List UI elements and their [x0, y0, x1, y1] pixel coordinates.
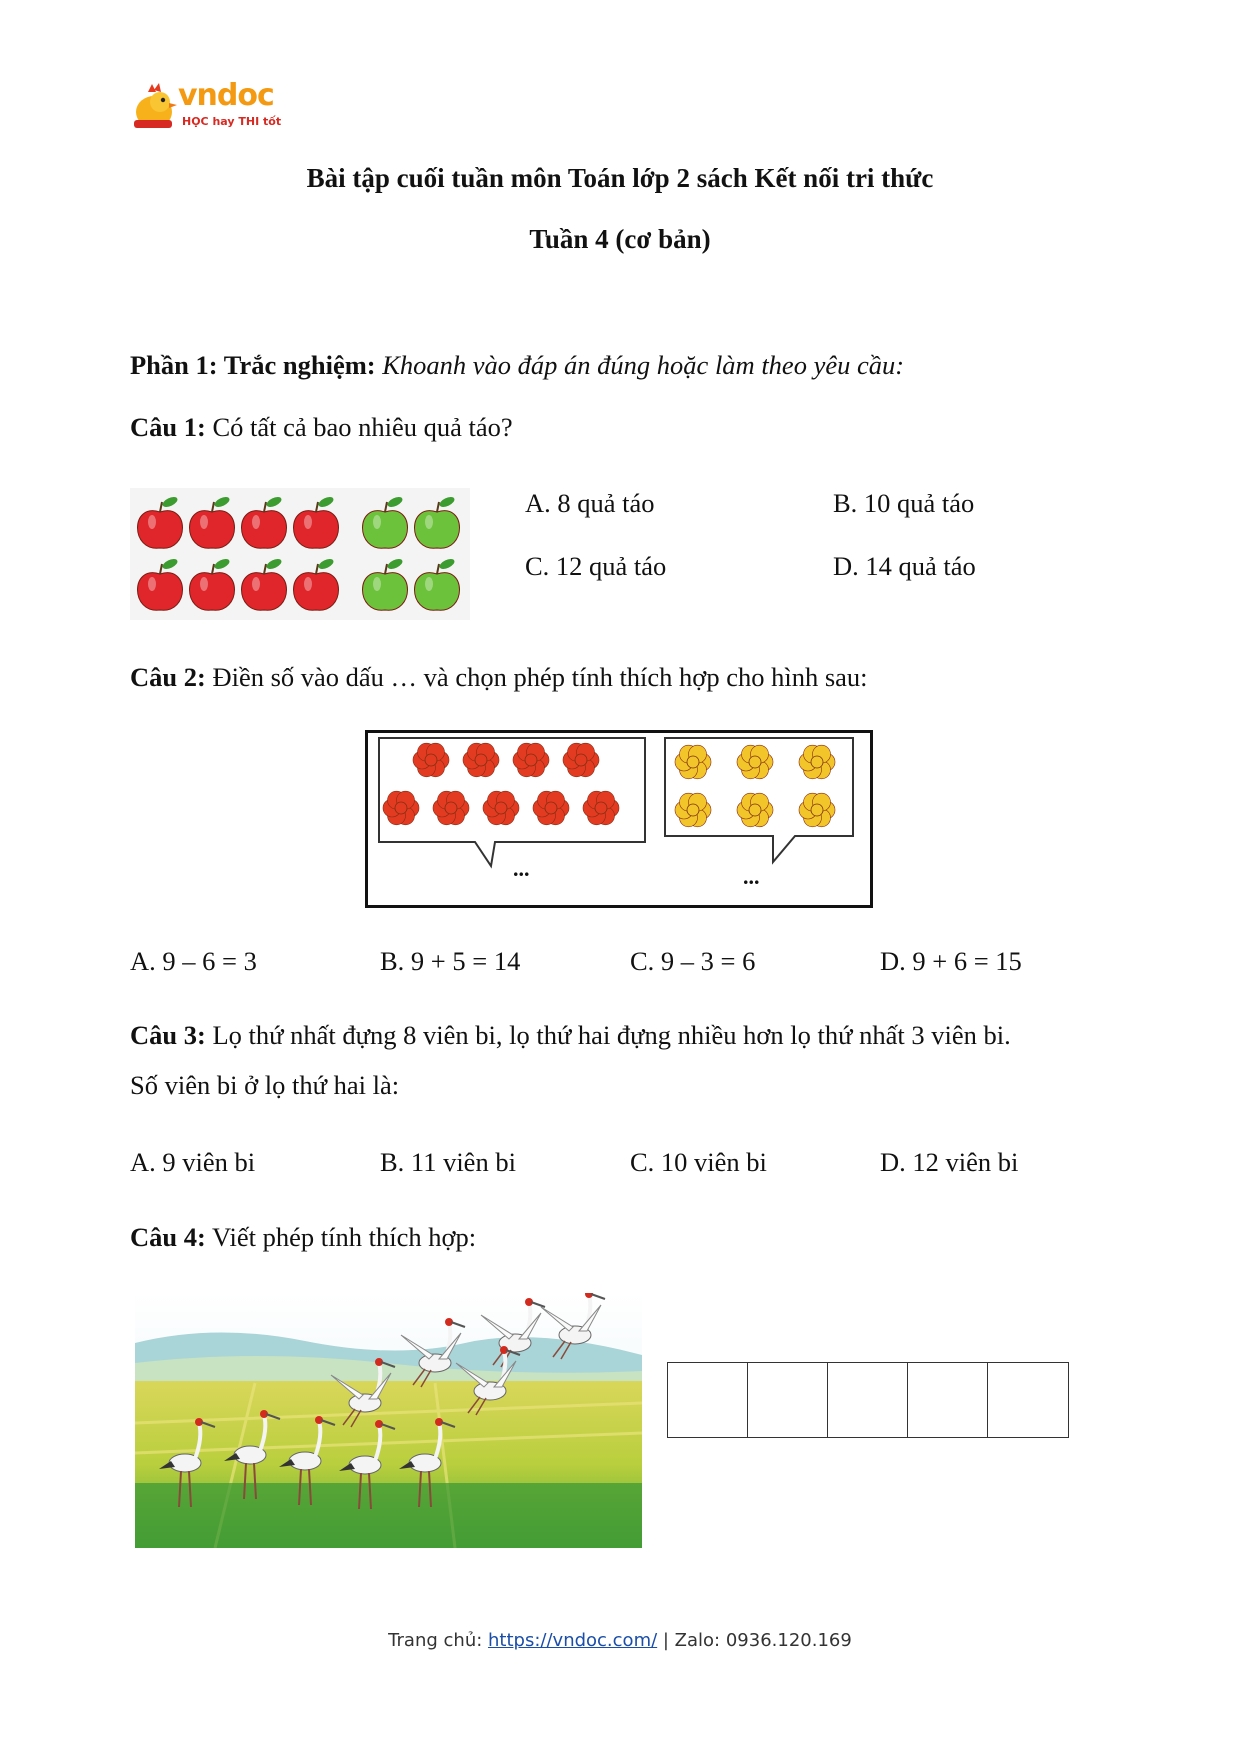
q3-option-d[interactable]: D. 12 viên bi: [880, 1147, 1019, 1177]
yellow-flower-icon: [675, 793, 711, 827]
yellow-flower-icon: [675, 745, 711, 779]
logo-brand: vndoc: [178, 78, 274, 113]
answer-box[interactable]: [668, 1363, 748, 1437]
q2-text: Điền số vào dấu … và chọn phép tính thích hợp cho hình sau:: [212, 662, 868, 692]
cranes-illustration: [135, 1293, 642, 1548]
red-flower-icon: [483, 791, 519, 825]
part1-heading: [130, 350, 904, 381]
logo: [130, 78, 290, 134]
q3-option-a[interactable]: A. 9 viên bi: [130, 1147, 256, 1177]
red-flower-icon: [413, 743, 449, 777]
red-flower-icon: [433, 791, 469, 825]
answer-boxes: [667, 1362, 1069, 1438]
q2-option-a[interactable]: A. 9 – 6 = 3: [130, 946, 257, 976]
logo-tagline: HỌC hay THI tốt: [182, 115, 282, 128]
yellow-flower-icon: [737, 745, 773, 779]
page-subtitle: Tuần 4 (cơ bản): [529, 224, 711, 254]
red-flower-icon: [583, 791, 619, 825]
q2-blank-left: ...: [513, 856, 530, 881]
red-flower-icon: [513, 743, 549, 777]
q3-option-c[interactable]: C. 10 viên bi: [630, 1147, 767, 1177]
q4-text: Viết phép tính thích hợp:: [211, 1222, 477, 1252]
q1-label: Câu 1:: [130, 412, 206, 442]
footer-suffix: | Zalo: 0936.120.169: [657, 1630, 852, 1651]
red-flower-icon: [463, 743, 499, 777]
chick-mascot-icon: [130, 82, 180, 132]
red-flower-icon: [563, 743, 599, 777]
q2-label: Câu 2:: [130, 662, 206, 692]
q3-option-b[interactable]: B. 11 viên bi: [380, 1147, 516, 1177]
question-4: [130, 1222, 476, 1253]
yellow-flower-icon: [799, 793, 835, 827]
q2-option-c[interactable]: C. 9 – 3 = 6: [630, 946, 756, 976]
q3-text: Lọ thứ nhất đựng 8 viên bi, lọ thứ hai đựng nhiều hơn lọ thứ nhất 3 viên bi.: [212, 1020, 1011, 1050]
red-flower-icon: [533, 791, 569, 825]
page-footer: [0, 1630, 1240, 1651]
part1-label: Phần 1: Trắc nghiệm:: [130, 350, 376, 380]
yellow-flower-icon: [737, 793, 773, 827]
q2-option-d[interactable]: D. 9 + 6 = 15: [880, 946, 1022, 976]
footer-link[interactable]: https://vndoc.com/: [488, 1630, 658, 1651]
q2-option-b[interactable]: B. 9 + 5 = 14: [380, 946, 521, 976]
q1-option-b[interactable]: B. 10 quả táo: [833, 488, 975, 518]
red-flower-icon: [383, 791, 419, 825]
question-2: [130, 662, 868, 693]
q1-option-c[interactable]: C. 12 quả táo: [525, 551, 667, 581]
q3-label: Câu 3:: [130, 1020, 206, 1050]
answer-box[interactable]: [748, 1363, 828, 1437]
q1-option-a[interactable]: A. 8 quả táo: [525, 488, 655, 518]
yellow-flower-icon: [799, 745, 835, 779]
answer-box[interactable]: [828, 1363, 908, 1437]
footer-prefix: Trang chủ:: [388, 1630, 489, 1651]
q2-blank-right: ...: [743, 864, 760, 889]
flowers-illustration: [365, 730, 873, 908]
answer-box[interactable]: [988, 1363, 1068, 1437]
answer-box[interactable]: [908, 1363, 988, 1437]
q3-text-line-2: Số viên bi ở lọ thứ hai là:: [130, 1070, 400, 1100]
page-title: Bài tập cuối tuần môn Toán lớp 2 sách Kết nối tri thức: [306, 163, 934, 193]
q1-text: Có tất cả bao nhiêu quả táo?: [212, 412, 513, 442]
part1-instruction: Khoanh vào đáp án đúng hoặc làm theo yêu cầu:: [382, 350, 905, 380]
question-3: [130, 1020, 1011, 1051]
q1-option-d[interactable]: D. 14 quả táo: [833, 551, 976, 581]
apples-illustration: [130, 488, 470, 620]
q4-label: Câu 4:: [130, 1222, 206, 1252]
question-1: [130, 412, 513, 443]
